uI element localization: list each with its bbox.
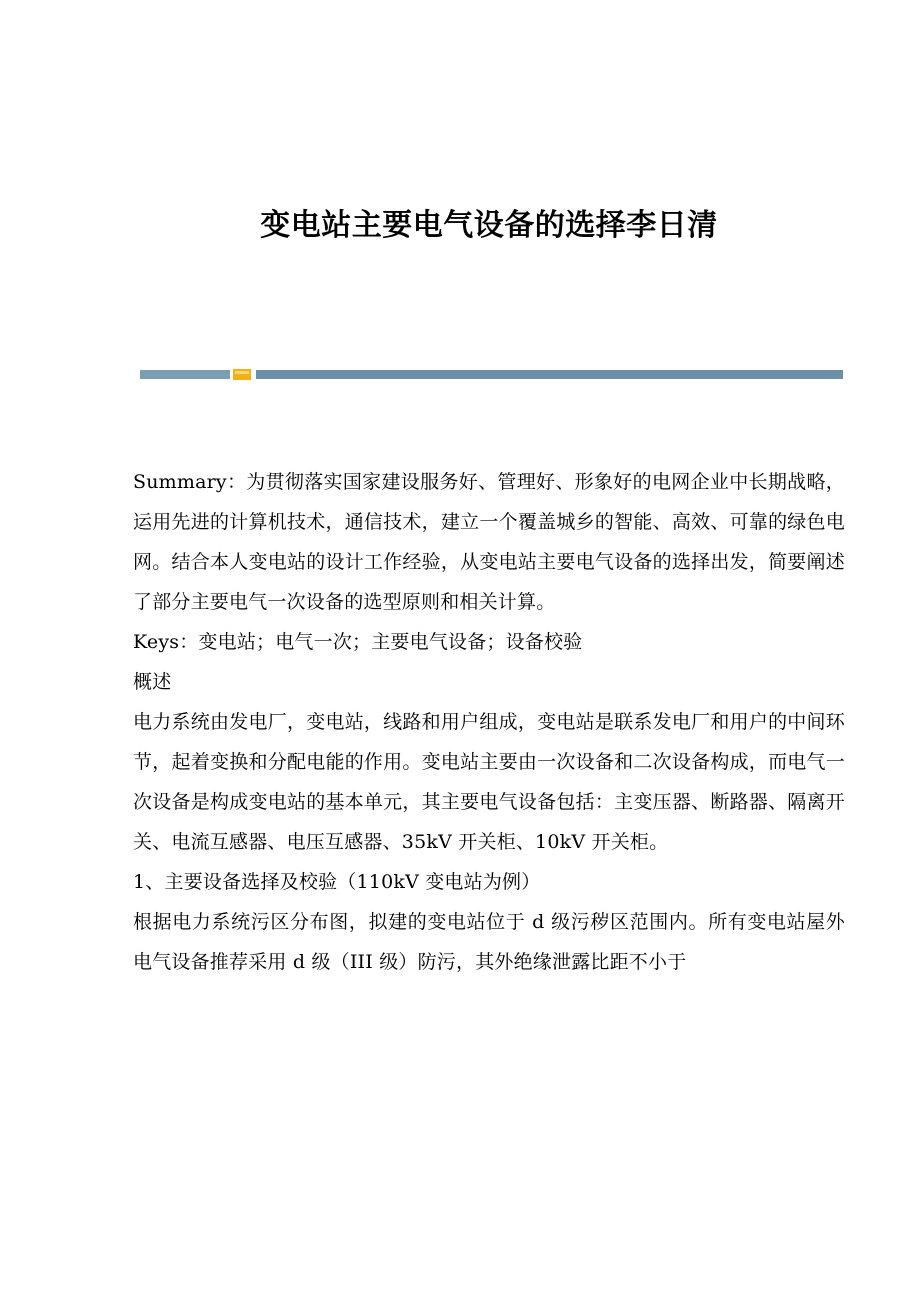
- paragraph-keywords: Keys：变电站；电气一次；主要电气设备；设备校验: [133, 631, 583, 653]
- page-title: 变电站主要电气设备的选择李日清: [260, 208, 718, 243]
- gold-square-ornament-icon: [233, 369, 251, 380]
- document-body: [133, 462, 845, 982]
- divider-bar-left: [140, 370, 230, 379]
- title-area: [133, 0, 845, 245]
- paragraph-overview-body: 电力系统由发电厂，变电站，线路和用户组成，变电站是联系发电厂和用户的中间环节，起着变换和分配电能的作用。变电站主要由一次设备和二次设备构成，而电气一次设备是构成变电站的基本单元，其主要电气设备包括：主变压器、断路器、隔离开关、电流互感器、电压互感器、35kV 开关柜、10kV 开关柜。: [133, 711, 845, 853]
- heading-section-1: 1、主要设备选择及校验（110kV 变电站为例）: [133, 871, 541, 893]
- decorative-divider: [140, 369, 843, 380]
- paragraph-section-1-body: 根据电力系统污区分布图，拟建的变电站位于 d 级污秽区范围内。所有变电站屋外电气设备推荐采用 d 级（III 级）防污，其外绝缘泄露比距不小于: [133, 911, 845, 973]
- heading-overview: 概述: [133, 671, 172, 693]
- paragraph-summary: Summary：为贯彻落实国家建设服务好、管理好、形象好的电网企业中长期战略，运用先进的计算机技术，通信技术，建立一个覆盖城乡的智能、高效、可靠的绿色电网。结合本人变电站的设计工作经验，从变电站主要电气设备的选择出发，简要阐述了部分主要电气一次设备的选型原则和相关计算。: [133, 471, 845, 613]
- divider-bar-right: [256, 370, 843, 379]
